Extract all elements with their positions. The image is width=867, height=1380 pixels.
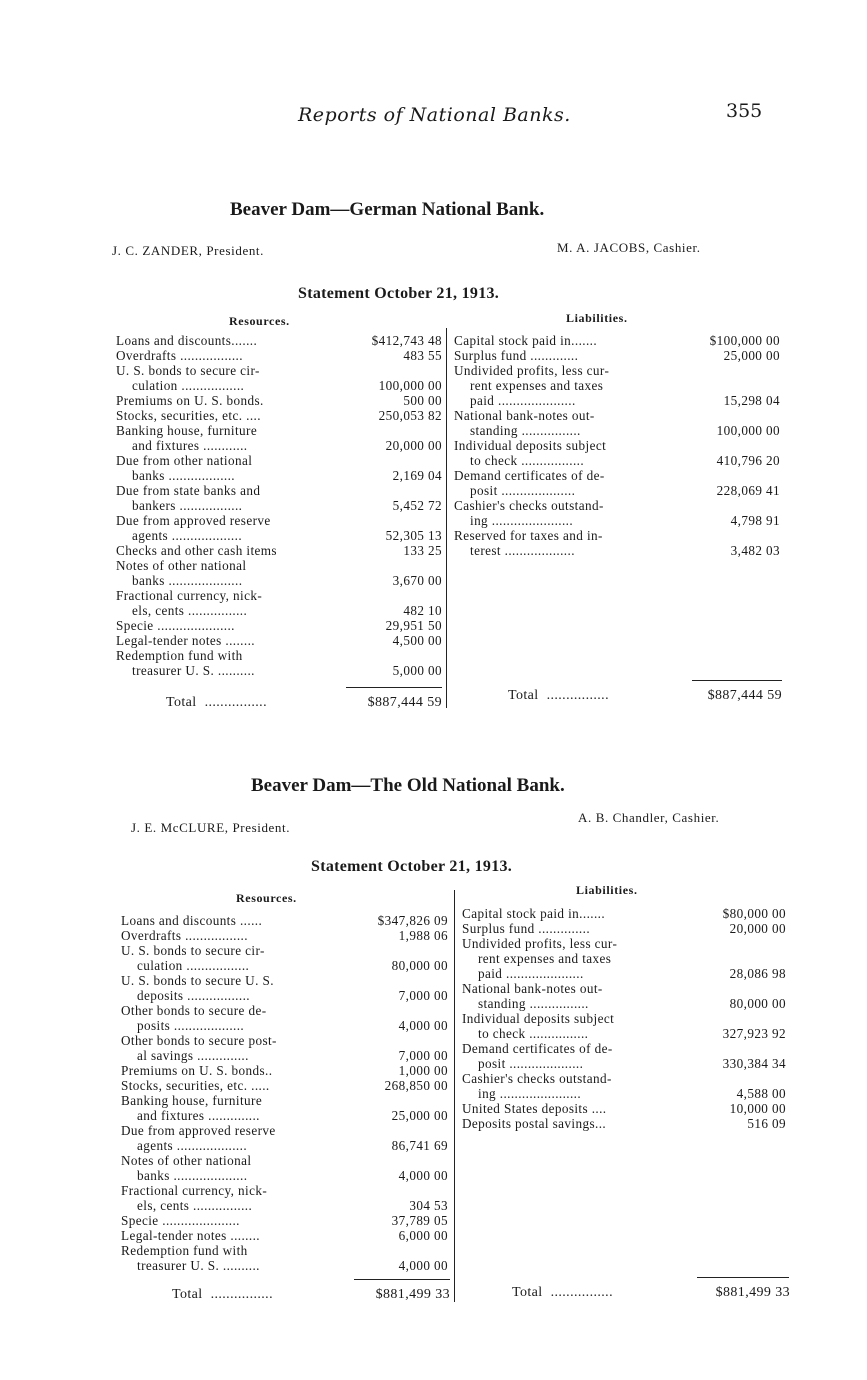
line-label: ing ...................... [470, 513, 574, 528]
liability-line [462, 1041, 786, 1056]
line-label: posits ................... [137, 1018, 245, 1033]
liability-line [454, 453, 780, 468]
line-amount: $80,000 00 [722, 906, 786, 921]
line-label: banks .................... [132, 573, 243, 588]
line-label: Reserved for taxes and in- [454, 528, 603, 543]
resource-line [116, 483, 442, 498]
line-label: banks .................... [137, 1168, 248, 1183]
line-amount: 4,500 00 [392, 633, 442, 648]
liabilities-total: $887,444 59 [707, 688, 782, 703]
resources-total: $887,444 59 [367, 695, 442, 710]
line-label: Overdrafts ................. [121, 928, 248, 943]
total-leader: ................ [204, 695, 267, 710]
resource-line [121, 1048, 448, 1063]
line-label: Deposits postal savings... [462, 1116, 607, 1131]
resource-line [116, 363, 442, 378]
resource-line [121, 1228, 448, 1243]
line-label: Stocks, securities, etc. .... [116, 408, 261, 423]
line-label: Redemption fund with [121, 1243, 248, 1258]
liability-line [454, 438, 780, 453]
liability-line [462, 1011, 786, 1026]
resource-line [121, 1183, 448, 1198]
line-amount: 482 10 [403, 603, 442, 618]
line-label: treasurer U. S. .......... [137, 1258, 260, 1273]
line-label: Legal-tender notes ........ [116, 633, 255, 648]
line-label: Due from approved reserve [116, 513, 271, 528]
resource-line [121, 1108, 448, 1123]
line-amount: 6,000 00 [398, 1228, 448, 1243]
resource-line [116, 393, 442, 408]
resource-line [121, 988, 448, 1003]
line-label: Undivided profits, less cur- [462, 936, 618, 951]
line-amount: 228,069 41 [716, 483, 780, 498]
line-amount: $347,826 09 [377, 913, 448, 928]
president-name: J. C. ZANDER, President. [112, 243, 264, 258]
line-amount: 86,741 69 [391, 1138, 448, 1153]
line-amount: 410,796 20 [716, 453, 780, 468]
bank-title: Beaver Dam—The Old National Bank. [251, 775, 565, 796]
liability-line [454, 543, 780, 558]
resource-line [121, 913, 448, 928]
resource-line [116, 333, 442, 348]
resource-line [121, 1153, 448, 1168]
line-label: bankers ................. [132, 498, 243, 513]
line-label: Other bonds to secure post- [121, 1033, 277, 1048]
line-label: posit .................... [478, 1056, 584, 1071]
line-label: banks .................. [132, 468, 236, 483]
line-amount: 483 55 [403, 348, 442, 363]
resource-line [121, 1063, 448, 1078]
total-label: Total [172, 1287, 203, 1302]
resources-list [116, 333, 442, 678]
line-label: Due from other national [116, 453, 253, 468]
line-label: Other bonds to secure de- [121, 1003, 267, 1018]
line-amount: $100,000 00 [709, 333, 780, 348]
line-label: Specie ..................... [121, 1213, 240, 1228]
resource-line [121, 1123, 448, 1138]
liability-line [454, 423, 780, 438]
line-amount: 133 25 [403, 543, 442, 558]
total-leader: ................ [546, 688, 609, 703]
line-label: U. S. bonds to secure cir- [121, 943, 265, 958]
resource-line [116, 603, 442, 618]
line-amount: 80,000 00 [391, 958, 448, 973]
line-amount: 3,670 00 [392, 573, 442, 588]
line-label: standing ................ [478, 996, 589, 1011]
total-label: Total [508, 688, 539, 703]
line-amount: 1,000 00 [398, 1063, 448, 1078]
resource-line [116, 633, 442, 648]
line-label: standing ................ [470, 423, 581, 438]
line-label: Demand certificates of de- [462, 1041, 613, 1056]
line-label: Demand certificates of de- [454, 468, 605, 483]
line-amount: 20,000 00 [729, 921, 786, 936]
liability-line [454, 528, 780, 543]
line-label: and fixtures ............ [132, 438, 248, 453]
line-amount: 100,000 00 [378, 378, 442, 393]
liability-line [462, 996, 786, 1011]
resource-line [121, 1078, 448, 1093]
total-label: Total [166, 695, 197, 710]
resource-line [121, 1213, 448, 1228]
line-label: Fractional currency, nick- [116, 588, 263, 603]
line-label: Surplus fund ............. [454, 348, 579, 363]
resource-line [116, 348, 442, 363]
line-label: Redemption fund with [116, 648, 243, 663]
resource-line [121, 1198, 448, 1213]
column-divider [454, 890, 455, 1302]
line-label: deposits ................. [137, 988, 250, 1003]
liability-line [462, 906, 786, 921]
line-label: Notes of other national [121, 1153, 252, 1168]
resource-line [116, 468, 442, 483]
resource-line [116, 378, 442, 393]
resource-line [121, 1168, 448, 1183]
line-amount: 500 00 [403, 393, 442, 408]
bank-title: Beaver Dam—German National Bank. [230, 199, 545, 220]
liability-line [462, 981, 786, 996]
line-label: Cashier's checks outstand- [462, 1071, 612, 1086]
line-label: paid ..................... [470, 393, 576, 408]
liability-line [462, 1071, 786, 1086]
line-label: Stocks, securities, etc. ..... [121, 1078, 270, 1093]
line-amount: 4,000 00 [398, 1018, 448, 1033]
line-amount: 1,988 06 [398, 928, 448, 943]
resource-line [116, 423, 442, 438]
total-label: Total [512, 1285, 543, 1300]
liability-line [454, 498, 780, 513]
line-label: Capital stock paid in....... [454, 333, 598, 348]
resource-line [121, 1138, 448, 1153]
line-label: paid ..................... [478, 966, 584, 981]
president-name: J. E. McCLURE, President. [131, 820, 291, 835]
line-amount: 330,384 34 [722, 1056, 786, 1071]
resource-line [121, 1018, 448, 1033]
resource-line [121, 1258, 448, 1273]
line-amount: 3,482 03 [730, 543, 780, 558]
line-label: Capital stock paid in....... [462, 906, 606, 921]
liability-line [454, 513, 780, 528]
line-label: agents ................... [132, 528, 243, 543]
liability-line [462, 951, 786, 966]
line-label: Due from state banks and [116, 483, 261, 498]
resource-line [116, 543, 442, 558]
line-label: Premiums on U. S. bonds.. [121, 1063, 273, 1078]
liability-line [454, 408, 780, 423]
resource-line [116, 513, 442, 528]
line-label: posit .................... [470, 483, 576, 498]
line-label: Surplus fund .............. [462, 921, 591, 936]
line-label: treasurer U. S. .......... [132, 663, 255, 678]
line-amount: 20,000 00 [385, 438, 442, 453]
resources-total-row [172, 1287, 450, 1303]
resources-list [121, 913, 448, 1273]
resources-heading: Resources. [229, 314, 290, 328]
line-amount: 5,452 72 [392, 498, 442, 513]
line-amount: 516 09 [747, 1116, 786, 1131]
cashier-name: M. A. JACOBS, Cashier. [557, 240, 701, 255]
statement-date: Statement October 21, 1913. [298, 285, 500, 302]
resource-line [116, 618, 442, 633]
resource-line [121, 943, 448, 958]
resources-heading: Resources. [236, 891, 297, 905]
liability-line [454, 348, 780, 363]
liabilities-heading: Liabilities. [566, 311, 628, 325]
total-rule [692, 680, 782, 681]
line-amount: 25,000 00 [723, 348, 780, 363]
resource-line [121, 958, 448, 973]
line-label: Banking house, furniture [116, 423, 258, 438]
line-label: Due from approved reserve [121, 1123, 276, 1138]
liability-line [462, 1116, 786, 1131]
line-label: Fractional currency, nick- [121, 1183, 268, 1198]
line-amount: 25,000 00 [391, 1108, 448, 1123]
line-amount: 28,086 98 [729, 966, 786, 981]
resource-line [121, 1003, 448, 1018]
total-rule [354, 1279, 450, 1280]
line-label: Premiums on U. S. bonds. [116, 393, 264, 408]
line-amount: 4,000 00 [398, 1168, 448, 1183]
line-amount: 5,000 00 [392, 663, 442, 678]
line-label: to check ................. [470, 453, 585, 468]
resource-line [121, 1093, 448, 1108]
line-label: United States deposits .... [462, 1101, 607, 1116]
line-label: National bank-notes out- [454, 408, 595, 423]
total-rule [697, 1277, 789, 1278]
resource-line [116, 558, 442, 573]
statement-date: Statement October 21, 1913. [311, 858, 513, 875]
liability-line [462, 921, 786, 936]
resource-line [121, 973, 448, 988]
line-amount: 52,305 13 [385, 528, 442, 543]
line-amount: 4,588 00 [736, 1086, 786, 1101]
liabilities-list [454, 333, 780, 558]
resource-line [121, 1243, 448, 1258]
liability-line [454, 363, 780, 378]
line-label: Individual deposits subject [462, 1011, 615, 1026]
line-amount: 15,298 04 [723, 393, 780, 408]
line-label: Specie ..................... [116, 618, 235, 633]
resource-line [116, 438, 442, 453]
column-divider [446, 328, 447, 708]
running-head: Reports of National Banks. [298, 104, 571, 126]
resource-line [116, 408, 442, 423]
line-label: Individual deposits subject [454, 438, 607, 453]
line-label: Checks and other cash items [116, 543, 277, 558]
line-label: Undivided profits, less cur- [454, 363, 610, 378]
resource-line [116, 573, 442, 588]
line-label: and fixtures .............. [137, 1108, 260, 1123]
line-amount: 4,000 00 [398, 1258, 448, 1273]
line-amount: $412,743 48 [371, 333, 442, 348]
line-label: U. S. bonds to secure U. S. [121, 973, 274, 988]
line-amount: 268,850 00 [384, 1078, 448, 1093]
line-label: els, cents ................ [137, 1198, 253, 1213]
page-number: 355 [726, 100, 763, 122]
total-leader: ................ [550, 1285, 613, 1300]
line-label: els, cents ................ [132, 603, 248, 618]
line-amount: 7,000 00 [398, 1048, 448, 1063]
line-amount: 2,169 04 [392, 468, 442, 483]
line-label: U. S. bonds to secure cir- [116, 363, 260, 378]
line-amount: 10,000 00 [729, 1101, 786, 1116]
resource-line [121, 1033, 448, 1048]
liability-line [454, 378, 780, 393]
resources-total-row [166, 695, 442, 711]
liabilities-total: $881,499 33 [715, 1285, 790, 1300]
liabilities-total-row [512, 1285, 790, 1301]
liability-line [462, 1086, 786, 1101]
resource-line [116, 588, 442, 603]
liability-line [462, 1101, 786, 1116]
liability-line [454, 393, 780, 408]
line-label: Notes of other national [116, 558, 247, 573]
line-label: al savings .............. [137, 1048, 249, 1063]
line-label: Banking house, furniture [121, 1093, 263, 1108]
line-amount: 100,000 00 [716, 423, 780, 438]
line-amount: 80,000 00 [729, 996, 786, 1011]
line-label: Loans and discounts....... [116, 333, 258, 348]
line-amount: 7,000 00 [398, 988, 448, 1003]
cashier-name: A. B. Chandler, Cashier. [578, 810, 720, 825]
line-label: to check ................ [478, 1026, 589, 1041]
line-amount: 304 53 [409, 1198, 448, 1213]
line-label: culation ................. [132, 378, 245, 393]
resource-line [116, 453, 442, 468]
liability-line [454, 483, 780, 498]
line-label: Legal-tender notes ........ [121, 1228, 260, 1243]
line-amount: 4,798 91 [730, 513, 780, 528]
total-rule [346, 687, 442, 688]
resources-total: $881,499 33 [375, 1287, 450, 1302]
total-leader: ................ [210, 1287, 273, 1302]
liabilities-heading: Liabilities. [576, 883, 638, 897]
line-amount: 250,053 82 [378, 408, 442, 423]
line-label: rent expenses and taxes [470, 378, 604, 393]
liability-line [462, 936, 786, 951]
line-label: ing ...................... [478, 1086, 582, 1101]
line-label: Cashier's checks outstand- [454, 498, 604, 513]
liabilities-total-row [508, 688, 782, 704]
line-label: terest ................... [470, 543, 575, 558]
line-label: National bank-notes out- [462, 981, 603, 996]
line-amount: 37,789 05 [391, 1213, 448, 1228]
liability-line [462, 1026, 786, 1041]
resource-line [116, 498, 442, 513]
liabilities-list [462, 906, 786, 1131]
resource-line [121, 928, 448, 943]
line-label: Overdrafts ................. [116, 348, 243, 363]
line-label: rent expenses and taxes [478, 951, 612, 966]
line-amount: 29,951 50 [385, 618, 442, 633]
line-label: culation ................. [137, 958, 250, 973]
line-label: Loans and discounts ...... [121, 913, 263, 928]
liability-line [462, 966, 786, 981]
liability-line [454, 468, 780, 483]
line-label: agents ................... [137, 1138, 248, 1153]
resource-line [116, 528, 442, 543]
line-amount: 327,923 92 [722, 1026, 786, 1041]
resource-line [116, 663, 442, 678]
liability-line [454, 333, 780, 348]
liability-line [462, 1056, 786, 1071]
resource-line [116, 648, 442, 663]
